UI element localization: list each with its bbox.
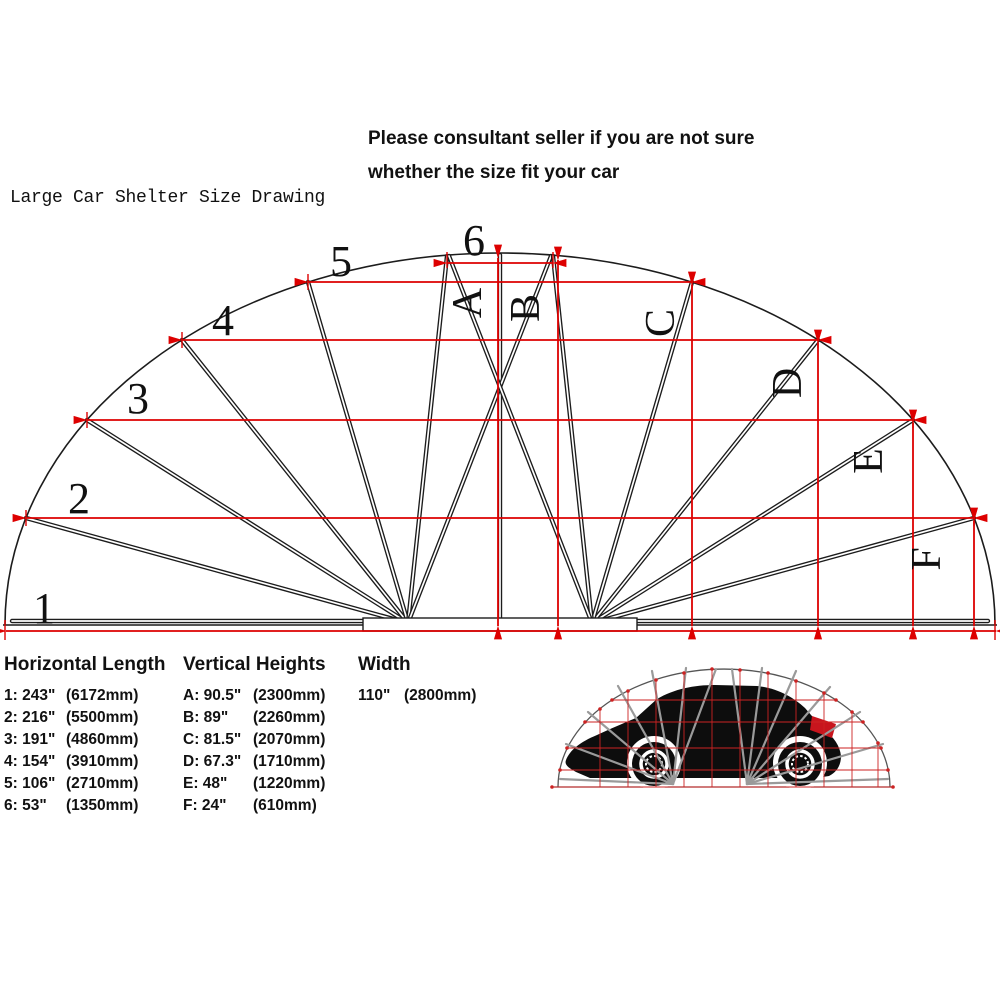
vertical-dim-label-C: C <box>638 308 684 338</box>
diagram-number-labels <box>33 216 485 633</box>
horizontal-dim-label-5: 5 <box>330 237 352 286</box>
dim-mm: (6172mm) <box>66 687 139 704</box>
horizontal-length-heading: Horizontal Length <box>4 654 166 675</box>
table-row <box>183 795 326 817</box>
dim-label: 2: 216" <box>4 709 56 726</box>
dim-mm: (5500mm) <box>66 709 139 726</box>
dim-label: D: 67.3" <box>183 753 242 770</box>
vertical-dim-label-F: F <box>904 547 950 571</box>
dim-label: 4: 154" <box>4 753 56 770</box>
table-row <box>4 685 165 707</box>
dim-label: 1: 243" <box>4 687 56 704</box>
dim-label: 5: 106" <box>4 775 56 792</box>
table-row <box>183 729 326 751</box>
dim-label: A: 90.5" <box>183 687 242 704</box>
dim-label: F: 24" <box>183 797 227 814</box>
dim-label: E: 48" <box>183 775 228 792</box>
horizontal-dim-label-4: 4 <box>212 296 234 345</box>
horizontal-dim-label-6: 6 <box>463 216 485 265</box>
vertical-heights-table <box>183 654 326 817</box>
dim-label: 110" <box>358 687 391 704</box>
table-row <box>358 685 476 707</box>
vertical-dim-label-B: B <box>503 293 549 323</box>
horizontal-length-table <box>4 654 165 817</box>
table-row <box>4 707 165 729</box>
table-row <box>183 685 326 707</box>
dim-mm: (2710mm) <box>66 775 139 792</box>
dim-mm: (1710mm) <box>253 753 326 770</box>
dim-mm: (2260mm) <box>253 709 326 726</box>
horizontal-dim-label-3: 3 <box>127 374 149 423</box>
width-heading: Width <box>358 654 411 675</box>
table-row <box>4 795 165 817</box>
vertical-dim-label-E: E <box>846 448 892 474</box>
dim-mm: (2300mm) <box>253 687 326 704</box>
table-row <box>4 773 165 795</box>
dim-mm: (2070mm) <box>253 731 326 748</box>
table-row <box>183 773 326 795</box>
horizontal-dim-label-2: 2 <box>68 474 90 523</box>
table-row <box>183 707 326 729</box>
table-row <box>4 729 165 751</box>
dim-mm: (3910mm) <box>66 753 139 770</box>
table-row <box>4 751 165 773</box>
width-table <box>358 654 476 707</box>
dim-mm: (1220mm) <box>253 775 326 792</box>
drawing-title: Large Car Shelter Size Drawing <box>10 188 326 208</box>
seller-notice-line1: Please consultant seller if you are not sure <box>368 128 755 149</box>
dim-label: 6: 53" <box>4 797 47 814</box>
seller-notice <box>368 122 754 190</box>
vertical-dim-label-A: A <box>445 287 491 319</box>
seller-notice-line2: whether the size fit your car <box>368 162 620 183</box>
dim-mm: (4860mm) <box>66 731 139 748</box>
dim-label: 3: 191" <box>4 731 56 748</box>
table-row <box>183 751 326 773</box>
dim-mm: (1350mm) <box>66 797 139 814</box>
vertical-dim-label-D: D <box>765 367 811 399</box>
shelter-ribs <box>12 255 988 623</box>
dim-mm: (610mm) <box>253 797 317 814</box>
dim-label: C: 81.5" <box>183 731 242 748</box>
shelter-base-bar <box>363 618 637 631</box>
horizontal-dim-label-1: 1 <box>33 584 55 633</box>
dim-label: B: 89" <box>183 709 229 726</box>
car-shelter-illustration <box>550 667 895 790</box>
vertical-heights-heading: Vertical Heights <box>183 654 326 675</box>
dim-mm: (2800mm) <box>404 687 477 704</box>
